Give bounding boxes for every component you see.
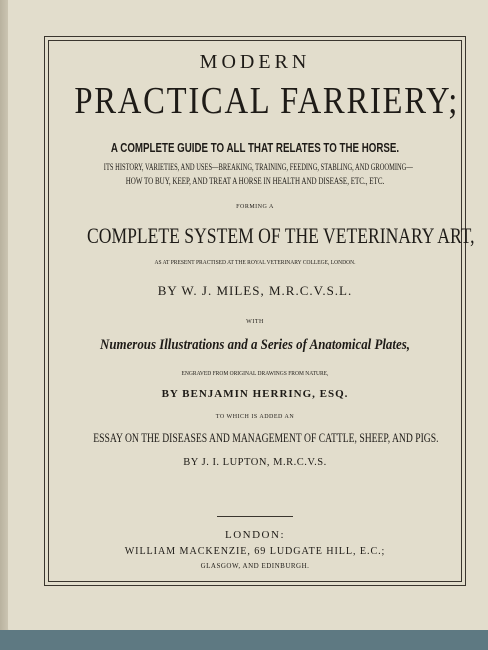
imprint-cities: GLASGOW, AND EDINBURGH. [200,562,310,570]
royal-veterinary-college: AS AT PRESENT PRACTISED AT THE ROYAL VETERINARY COLLEGE, LONDON. [154,259,356,266]
to-which-is-added: TO WHICH IS ADDED AN [215,414,295,420]
title-modern: MODERN [199,51,311,73]
title-page [8,0,488,634]
author-miles: BY W. J. MILES, M.R.C.V.S.L. [157,283,353,298]
divider-rule [217,516,293,517]
with-label: WITH [246,319,264,325]
background-surface [0,630,488,650]
author-lupton: BY J. I. LUPTON, M.R.C.V.S. [183,457,327,468]
illustrations-blackletter: Numerous Illustrations and a Series of Anatomical Plates, [100,337,410,353]
artist-herring: BY BENJAMIN HERRING, ESQ. [161,388,349,400]
veterinary-art-heading: COMPLETE SYSTEM OF THE VETERINARY ART, [87,223,475,248]
engraved-from-drawings: ENGRAVED FROM ORIGINAL DRAWINGS FROM NATURE, [181,370,329,377]
subtitle-complete-guide: A COMPLETE GUIDE TO ALL THAT RELATES TO THE HORSE. [110,141,400,155]
forming-a: FORMING A [236,204,274,210]
description-line-1: ITS HISTORY, VARIETIES, AND USES—BREAKING, TRAINING, FEEDING, STABLING, AND GROOMING— [103,162,413,172]
imprint-london: LONDON: [225,529,285,541]
description-line-2: HOW TO BUY, KEEP, AND TREAT A HORSE IN HEALTH AND DISEASE, ETC., ETC. [125,176,385,186]
double-rule-border [44,36,475,586]
title-practical-farriery: PRACTICAL FARRIERY; [74,80,460,122]
imprint-publisher: WILLIAM MACKENZIE, 69 LUDGATE HILL, E.C.; [124,545,386,557]
essay-cattle-sheep-pigs: ESSAY ON THE DISEASES AND MANAGEMENT OF CATTLE, SHEEP, AND PIGS. [93,431,439,445]
